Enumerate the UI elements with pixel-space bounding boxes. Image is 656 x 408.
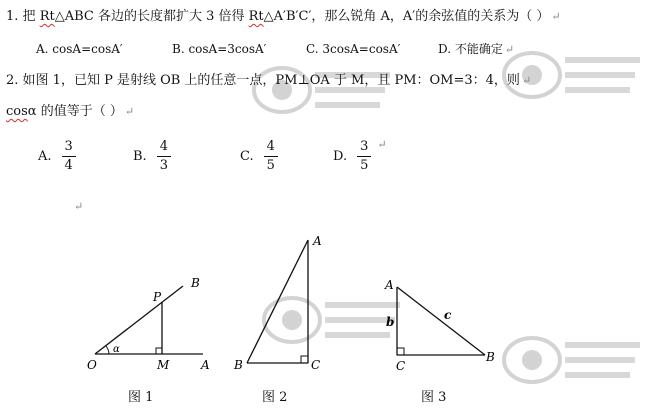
q1-option-d-text: D. 不能确定 — [438, 42, 503, 56]
q1-text-middle: △ABC 各边的长度都扩大 3 倍得 — [54, 9, 245, 24]
q2-option-d-label: D. — [333, 149, 348, 164]
q1-option-c: C. 3cosA=cosA′ — [306, 42, 401, 56]
q1-text-suffix: △A′B′C′，那么锐角 A，A′的余弦值的关系为（ ） — [263, 9, 550, 24]
q2-option-a-label: A. — [38, 149, 52, 164]
fig3-side-ab — [397, 287, 485, 355]
return-mark-icon: ↵ — [74, 200, 84, 213]
fig1-right-angle-mark — [156, 348, 162, 354]
fig2-right-angle-mark — [301, 356, 308, 363]
fig3-caption: 图 3 — [421, 390, 447, 405]
return-mark-icon: ↵ — [551, 10, 561, 23]
q2-option-c — [240, 138, 278, 175]
q1-rt-2: Rt — [248, 9, 264, 24]
q2-cos: cos — [6, 104, 28, 119]
fig1-label-o: O — [87, 358, 97, 372]
q2-option-d-numerator: 3 — [360, 139, 369, 154]
q1-text-prefix: 1. 把 — [6, 9, 36, 24]
figure-3 — [380, 275, 500, 375]
q2-option-d-denominator: 5 — [357, 156, 371, 175]
return-mark-icon: ↵ — [521, 74, 532, 87]
fig2-label-a: A — [313, 234, 322, 248]
figure-1 — [85, 268, 220, 378]
fig1-label-b: B — [191, 276, 200, 290]
fig1-label-p: P — [153, 290, 162, 304]
q2-option-a-numerator: 3 — [64, 139, 73, 154]
q2-text-line-1: 2. 如图 1，已知 P 是射线 OB 上的任意一点，PM⊥OA 于 M，且 PM：OM=3：4，则 — [6, 73, 520, 88]
return-mark-icon: ↵ — [504, 43, 515, 56]
watermark-logo-icon — [500, 325, 650, 395]
return-mark-icon: ↵ — [124, 105, 135, 118]
q1-option-d — [438, 40, 514, 59]
fig1-angle-arc — [106, 346, 109, 354]
q2-option-c-denominator: 5 — [264, 156, 278, 175]
q1-option-b: B. cosA=3cosA′ — [172, 42, 267, 56]
watermark-logo-icon — [250, 55, 400, 125]
q2-option-b — [133, 138, 171, 175]
q2-option-b-label: B. — [133, 149, 147, 164]
fig1-label-m: M — [157, 358, 170, 372]
fig3-right-angle-mark — [397, 348, 404, 355]
fig1-ray-ob — [95, 286, 183, 354]
question-2-line-2 — [6, 103, 134, 121]
fig1-caption: 图 1 — [128, 390, 154, 405]
q2-option-b-numerator: 4 — [159, 139, 168, 154]
q2-text-line-2: α 的值等于（ ） — [27, 104, 123, 119]
q2-option-a-denominator: 4 — [62, 156, 76, 175]
fig3-label-side-b: b — [386, 315, 395, 329]
fig3-label-a: A — [385, 278, 394, 292]
fig1-label-a: A — [201, 358, 210, 372]
q2-option-d — [333, 138, 387, 175]
fig2-caption: 图 2 — [262, 390, 288, 405]
fig2-label-b: B — [234, 358, 243, 372]
question-2-line-1 — [6, 72, 531, 90]
figure-2 — [228, 230, 328, 375]
return-mark-icon: ↵ — [377, 138, 387, 151]
fig2-label-c: C — [311, 358, 321, 372]
blank-paragraph-mark — [72, 198, 83, 216]
q2-option-b-denominator: 3 — [157, 156, 171, 175]
fig1-label-alpha: α — [113, 344, 120, 355]
fig3-label-side-c: c — [444, 308, 452, 322]
q2-option-c-numerator: 4 — [266, 139, 275, 154]
question-1 — [6, 8, 561, 26]
q1-option-a: A. cosA=cosA′ — [36, 42, 123, 56]
q2-option-c-label: C. — [240, 149, 254, 164]
fig3-label-b: B — [486, 350, 495, 364]
fig2-side-ab — [247, 240, 308, 363]
q1-rt-1: Rt — [39, 9, 55, 24]
fig3-label-c: C — [396, 359, 406, 373]
q2-option-a — [38, 138, 76, 175]
